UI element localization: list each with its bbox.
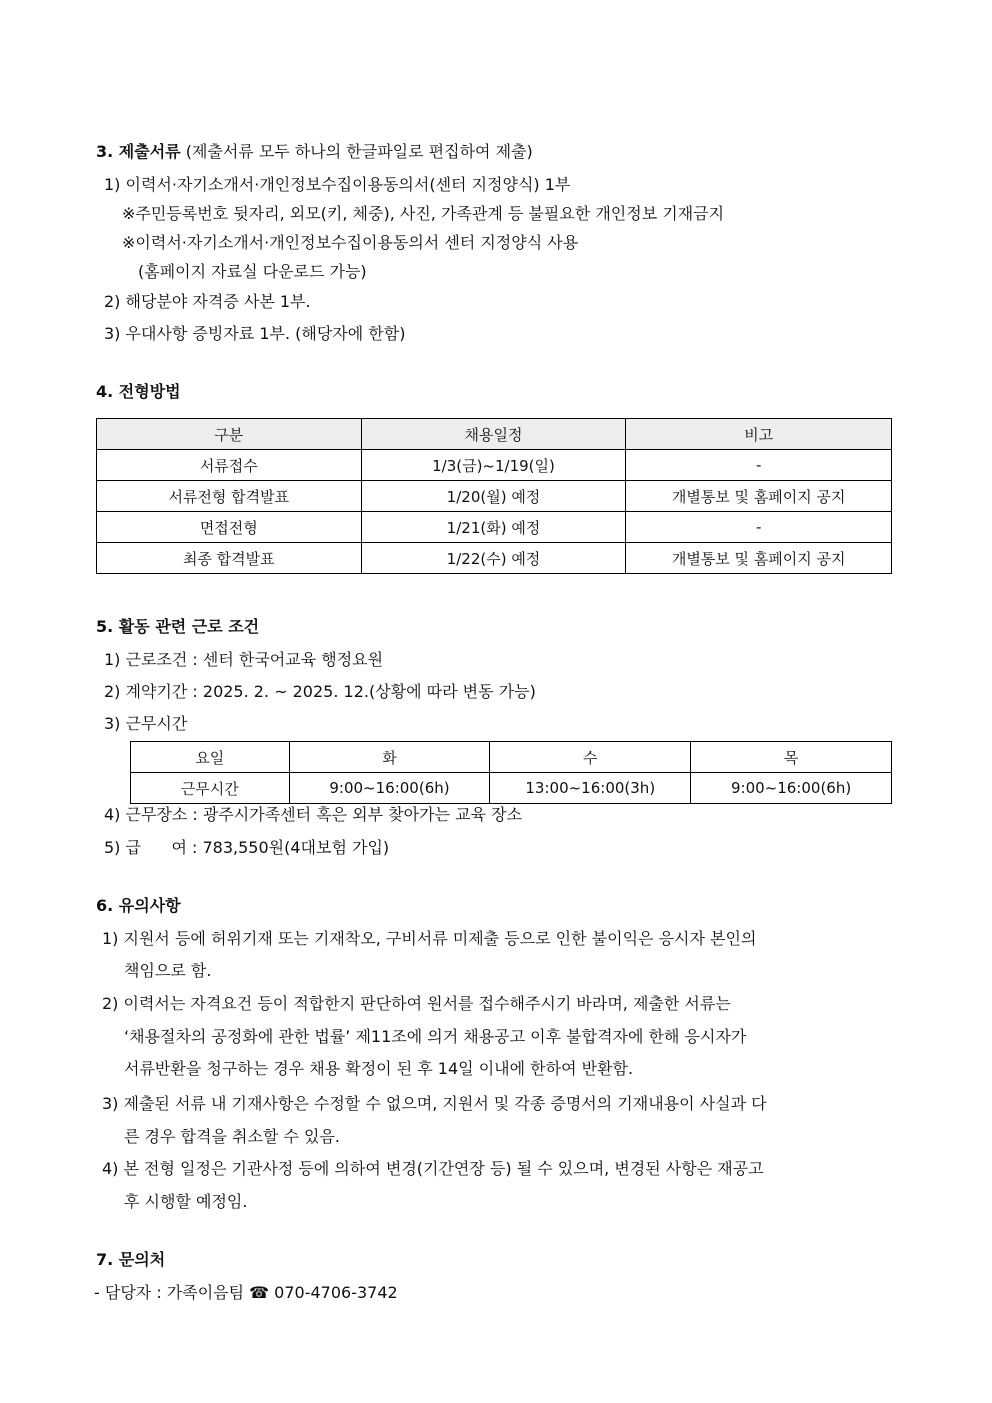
selection-schedule-table [96, 418, 892, 574]
section-3-note: (제출서류 모두 하나의 한글파일로 편집하여 제출) [180, 142, 533, 161]
notice-line: 서류반환을 청구하는 경우 채용 확정이 된 후 14일 이내에 한하여 반환함. [124, 1059, 634, 1078]
section-6-title: 6. 유의사항 [96, 896, 181, 915]
notice-line: 2) 이력서는 자격요건 등이 적합한지 판단하여 원서를 접수해주시기 바라며, 제출한 서류는 [102, 994, 731, 1013]
section-3-item-3: 3) 우대사항 증빙자료 1부. (해당자에 한함) [104, 324, 406, 343]
table-cell: 1/22(수) 예정 [361, 543, 626, 574]
header-thu: 목 [691, 742, 892, 773]
table-cell: - [626, 512, 892, 543]
table-header-row [97, 419, 892, 450]
table-row [97, 481, 892, 512]
section-5-item-5: 5) 급 여 : 783,550원(4대보험 가입) [104, 838, 390, 857]
table-cell: - [626, 450, 892, 481]
section-3-title: 3. 제출서류 [96, 142, 181, 161]
section-4-title: 4. 전형방법 [96, 382, 181, 401]
section-5-item-1: 1) 근로조건 : 센터 한국어교육 행정요원 [104, 650, 384, 669]
header-remarks: 비고 [626, 419, 892, 450]
header-category: 구분 [97, 419, 362, 450]
notice-line: 책임으로 함. [124, 961, 212, 980]
section-3-note-2: ※이력서·자기소개서·개인정보수집이용동의서 센터 지정양식 사용 [122, 233, 579, 252]
section-3-heading [96, 141, 533, 163]
section-3-item-1: 1) 이력서·자기소개서·개인정보수집이용동의서(센터 지정양식) 1부 [104, 175, 571, 194]
section-5-item-4: 4) 근무장소 : 광주시가족센터 혹은 외부 찾아가는 교육 장소 [104, 805, 522, 824]
header-day: 요일 [131, 742, 290, 773]
section-5-item-3: 3) 근무시간 [104, 714, 188, 733]
section-3-item-2: 2) 해당분야 자격증 사본 1부. [104, 292, 311, 311]
table-cell: 개별통보 및 홈페이지 공지 [626, 481, 892, 512]
table-cell: 1/21(화) 예정 [361, 512, 626, 543]
notice-line: 3) 제출된 서류 내 기재사항은 수정할 수 없으며, 지원서 및 각종 증명서의 기재내용이 사실과 다 [102, 1094, 767, 1113]
table-cell: 1/20(월) 예정 [361, 481, 626, 512]
table-cell: 개별통보 및 홈페이지 공지 [626, 543, 892, 574]
table-cell: 서류접수 [97, 450, 362, 481]
table-cell: 1/3(금)~1/19(일) [361, 450, 626, 481]
notice-line: 른 경우 합격을 취소할 수 있음. [124, 1127, 340, 1146]
table-row [97, 543, 892, 574]
header-wed: 수 [490, 742, 691, 773]
notice-line: ‘채용절차의 공정화에 관한 법률’ 제11조에 의거 채용공고 이후 불합격자에 한해 응시자가 [124, 1027, 747, 1046]
section-3-note-1: ※주민등록번호 뒷자리, 외모(키, 체중), 사진, 가족관계 등 불필요한 개인정보 기재금지 [122, 204, 725, 223]
table-header-row [131, 742, 892, 773]
table-row [97, 512, 892, 543]
notice-line: 4) 본 전형 일정은 기관사정 등에 의하여 변경(기간연장 등) 될 수 있으며, 변경된 사항은 재공고 [102, 1159, 764, 1178]
table-cell: 근무시간 [131, 773, 290, 804]
header-schedule: 채용일정 [361, 419, 626, 450]
table-cell: 9:00~16:00(6h) [289, 773, 490, 804]
contact-line: - 담당자 : 가족이음팀 ☎ 070-4706-3742 [94, 1283, 398, 1302]
table-cell: 서류전형 합격발표 [97, 481, 362, 512]
table-row [131, 773, 892, 804]
table-cell: 면접전형 [97, 512, 362, 543]
section-7-title: 7. 문의처 [96, 1250, 166, 1269]
section-5-title: 5. 활동 관련 근로 조건 [96, 617, 260, 636]
table-row [97, 450, 892, 481]
work-hours-table [130, 741, 892, 804]
section-5-item-2: 2) 계약기간 : 2025. 2. ~ 2025. 12.(상황에 따라 변동 가능) [104, 682, 536, 701]
header-tue: 화 [289, 742, 490, 773]
section-3-note-3: (홈페이지 자료실 다운로드 가능) [138, 262, 367, 281]
table-cell: 최종 합격발표 [97, 543, 362, 574]
table-cell: 13:00~16:00(3h) [490, 773, 691, 804]
table-cell: 9:00~16:00(6h) [691, 773, 892, 804]
notice-line: 후 시행할 예정임. [124, 1192, 248, 1211]
notice-line: 1) 지원서 등에 허위기재 또는 기재착오, 구비서류 미제출 등으로 인한 불이익은 응시자 본인의 [102, 929, 757, 948]
